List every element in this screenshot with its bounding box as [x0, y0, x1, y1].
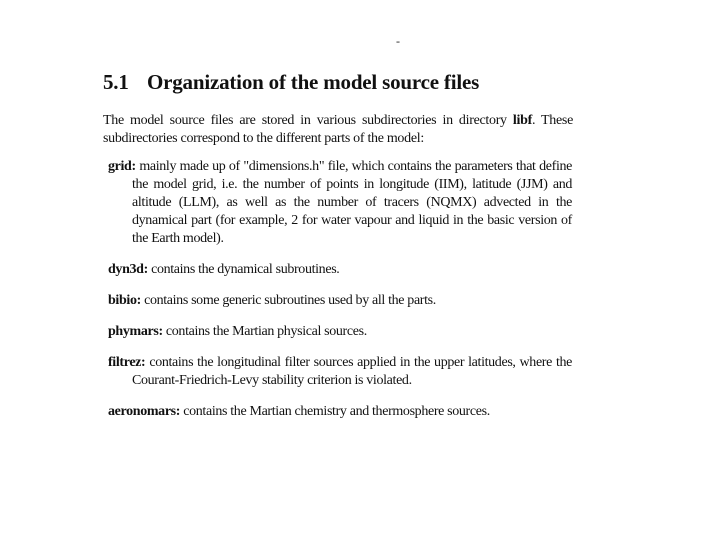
- intro-text-after: . These subdirectories correspond to the different parts of the model:: [103, 113, 573, 146]
- directory-entry-filtrez: [108, 354, 572, 390]
- page-mark: -: [396, 34, 400, 48]
- directory-entry-dyn3d: [108, 261, 572, 279]
- entry-description: contains the Martian physical sources.: [165, 324, 367, 339]
- entry-description: contains the Martian chemistry and thermosphere sources.: [183, 404, 490, 419]
- directory-keyword: libf: [512, 113, 532, 128]
- entry-description: contains some generic subroutines used by all the parts.: [144, 293, 436, 308]
- entry-term: dyn3d:: [108, 262, 148, 277]
- section-heading: [103, 70, 479, 95]
- intro-paragraph: [103, 112, 573, 148]
- entry-term: phymars:: [108, 324, 163, 339]
- entry-term: grid:: [108, 159, 136, 174]
- directory-entry-aeronomars: [108, 403, 572, 421]
- entry-description: contains the longitudinal filter sources applied in the upper latitudes, where the Courant-Friedrich-Levy stability criterion is violated.: [132, 355, 572, 388]
- directory-entry-bibio: [108, 292, 572, 310]
- entry-term: aeronomars:: [108, 404, 181, 419]
- section-title: Organization of the model source files: [147, 70, 480, 94]
- entry-term: bibio:: [108, 293, 141, 308]
- entry-description: contains the dynamical subroutines.: [151, 262, 340, 277]
- intro-text-before: The model source files are stored in various subdirectories in directory: [103, 113, 513, 128]
- entry-description: mainly made up of "dimensions.h" file, which contains the parameters that define the model grid, i.e. the number of points in longitude (IIM), latitude (JJM) and altitude (LLM), as well as the number of tracers (NQMX) advected in the dynamical part (for example, 2 for water vapour and liquid in the basic version of the Earth model).: [132, 159, 572, 246]
- directory-entry-grid: [108, 158, 572, 248]
- directory-entry-phymars: [108, 323, 572, 341]
- section-number: 5.1: [103, 70, 129, 94]
- entry-term: filtrez:: [108, 355, 146, 370]
- directory-list: [108, 158, 572, 434]
